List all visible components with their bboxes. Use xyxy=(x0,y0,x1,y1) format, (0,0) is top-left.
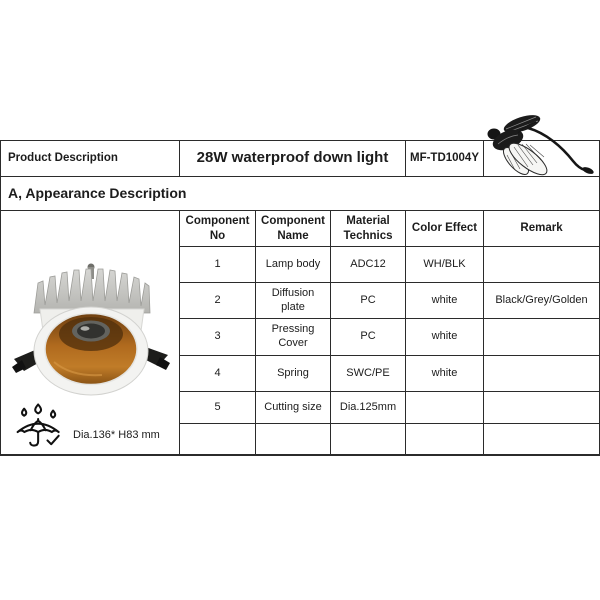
table-cell: PC xyxy=(331,283,406,319)
decoration-cell xyxy=(484,141,600,177)
table-cell: Cutting size xyxy=(256,392,331,424)
table-cell xyxy=(484,247,600,283)
table-cell: ADC12 xyxy=(331,247,406,283)
table-cell xyxy=(180,424,256,455)
table-cell: white xyxy=(406,283,484,319)
table-cell: PC xyxy=(331,319,406,356)
spec-document xyxy=(0,140,600,456)
table-cell: 2 xyxy=(180,283,256,319)
table-cell xyxy=(331,424,406,455)
column-header-material-technics: Material Technics xyxy=(331,211,406,247)
table-cell: Dia.125mm xyxy=(331,392,406,424)
table-cell xyxy=(256,424,331,455)
table-cell xyxy=(406,392,484,424)
table-cell: Spring xyxy=(256,356,331,392)
table-cell: SWC/PE xyxy=(331,356,406,392)
column-header-remark: Remark xyxy=(484,211,600,247)
column-header-component-name: Component Name xyxy=(256,211,331,247)
table-cell: WH/BLK xyxy=(406,247,484,283)
table-cell xyxy=(484,356,600,392)
section-title: A, Appearance Description xyxy=(1,177,600,211)
column-header-color-effect: Color Effect xyxy=(406,211,484,247)
product-title: 28W waterproof down light xyxy=(180,141,406,177)
model-number: MF-TD1004Y xyxy=(406,141,484,177)
table-cell xyxy=(406,424,484,455)
table-cell: Pressing Cover xyxy=(256,319,331,356)
table-cell: 4 xyxy=(180,356,256,392)
table-cell: Diffusion plate xyxy=(256,283,331,319)
downlight-product-image xyxy=(10,259,172,399)
dimension-caption: Dia.136* H83 mm xyxy=(73,429,160,442)
table-cell xyxy=(484,424,600,455)
table-cell: 5 xyxy=(180,392,256,424)
table-cell: white xyxy=(406,356,484,392)
table-cell: 1 xyxy=(180,247,256,283)
umbrella-rain-check-icon xyxy=(12,402,68,449)
column-header-component-no: Component No xyxy=(180,211,256,247)
table-cell: Black/Grey/Golden xyxy=(484,283,600,319)
product-description-label: Product Description xyxy=(1,141,180,177)
table-cell: 3 xyxy=(180,319,256,356)
table-cell xyxy=(484,392,600,424)
table-cell: white xyxy=(406,319,484,356)
table-cell: Lamp body xyxy=(256,247,331,283)
product-image-cell xyxy=(1,211,180,455)
table-cell xyxy=(484,319,600,356)
